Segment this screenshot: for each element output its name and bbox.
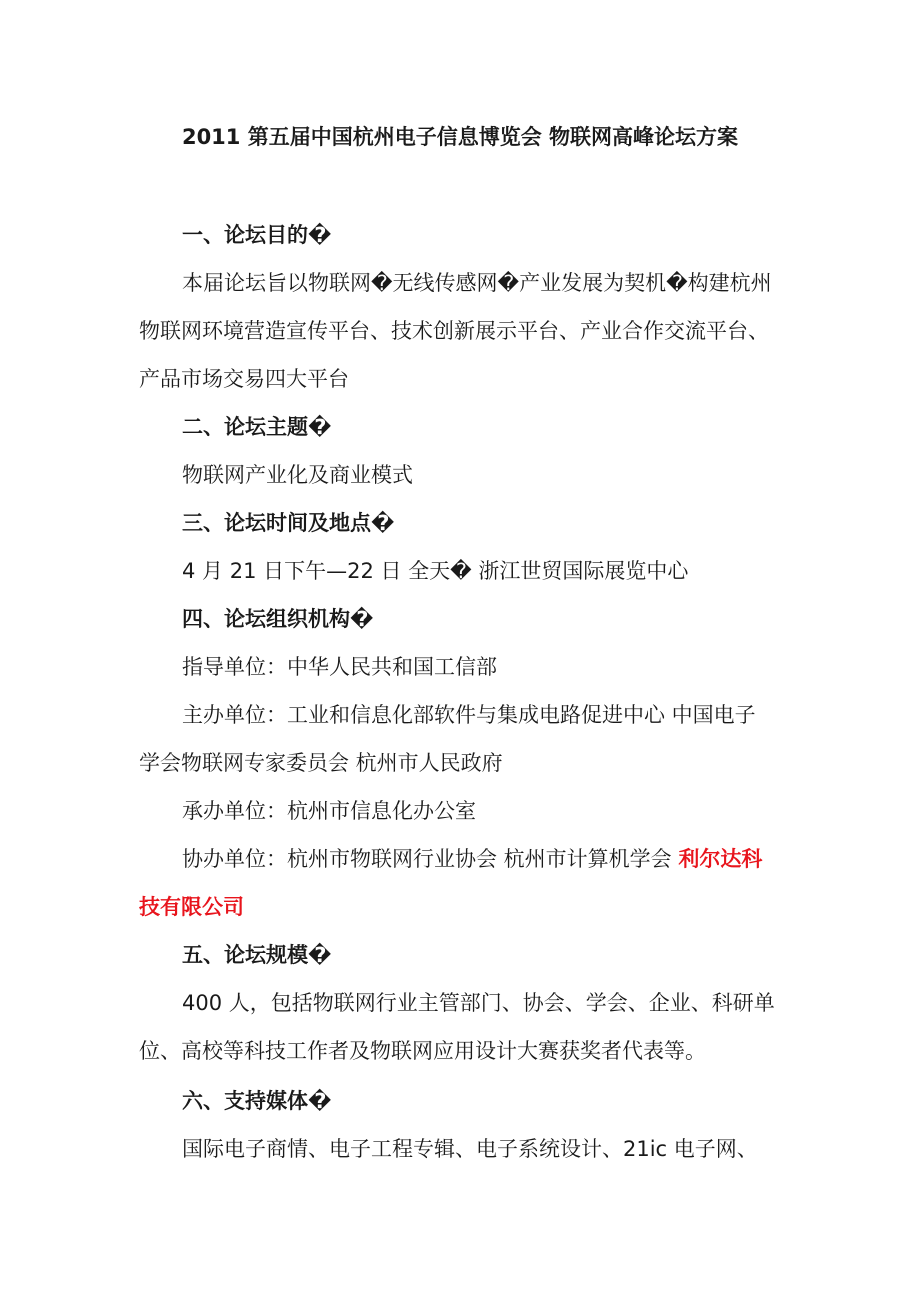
paragraph-line: 本届论坛旨以物联网�无线传感网�产业发展为契机�构建杭州 — [182, 271, 772, 295]
highlighted-company-name: 利尔达科 — [678, 847, 763, 871]
paragraph-line: 物联网环境营造宣传平台、技术创新展示平台、产业合作交流平台、 — [139, 319, 769, 343]
paragraph-line: 指导单位：中华人民共和国工信部 — [182, 655, 497, 679]
cohost-line — [182, 844, 762, 874]
section-heading-scale: 五、论坛规模� — [182, 943, 332, 967]
paragraph-line: 主办单位：工业和信息化部软件与集成电路促进中心 中国电子 — [182, 703, 756, 727]
paragraph-line: 4 月 21 日下午—22 日 全天� 浙江世贸国际展览中心 — [182, 559, 689, 583]
section-heading-media: 六、支持媒体� — [182, 1089, 332, 1113]
section-heading-theme: 二、论坛主题� — [182, 415, 332, 439]
paragraph-line: 位、高校等科技工作者及物联网应用设计大赛获奖者代表等。 — [139, 1039, 706, 1063]
paragraph-line: 物联网产业化及商业模式 — [182, 463, 413, 487]
section-heading-organization: 四、论坛组织机构� — [182, 607, 374, 631]
paragraph-line: 学会物联网专家委员会 杭州市人民政府 — [139, 751, 503, 775]
paragraph-line: 承办单位：杭州市信息化办公室 — [182, 799, 476, 823]
paragraph-line: 400 人，包括物联网行业主管部门、协会、学会、企业、科研单 — [182, 991, 775, 1015]
section-heading-purpose: 一、论坛目的� — [182, 223, 332, 247]
highlighted-company-name-continued: 技有限公司 — [139, 895, 244, 919]
section-heading-time-place: 三、论坛时间及地点� — [182, 511, 395, 535]
paragraph-line: 产品市场交易四大平台 — [139, 367, 349, 391]
cohost-text: 协办单位：杭州市物联网行业协会 杭州市计算机学会 — [182, 847, 679, 871]
paragraph-line: 国际电子商情、电子工程专辑、电子系统设计、21ic 电子网、 — [182, 1137, 758, 1161]
document-title: 2011 第五届中国杭州电子信息博览会 物联网高峰论坛方案 — [181, 125, 739, 149]
